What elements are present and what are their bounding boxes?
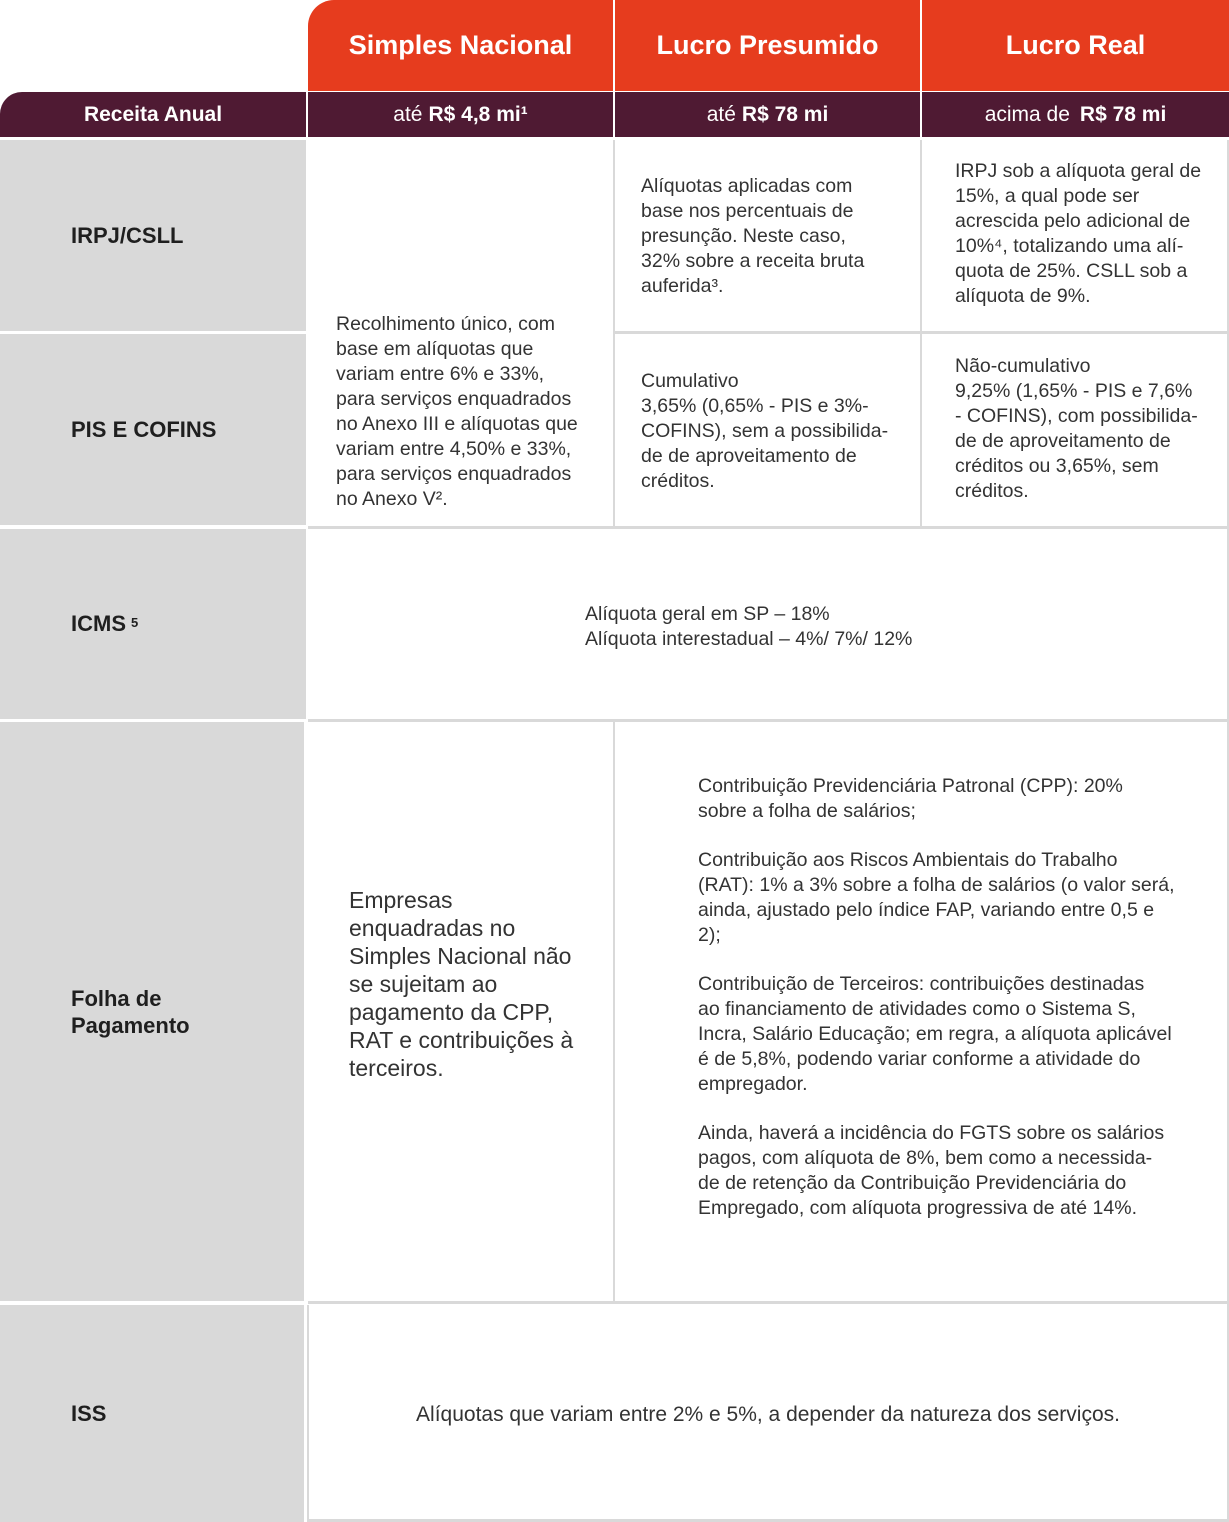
grid-vline <box>613 722 615 1301</box>
row-label-icms <box>0 529 306 719</box>
header-presumido-label: Lucro Presumido <box>656 30 879 60</box>
row-label-folha-text: Folha de Pagamento <box>71 985 190 1038</box>
cell-irpj-presumido-text: Alíquotas aplicadas com base nos percentuais de presunção. Neste caso, 32% sobre a receita bruta auferida³. <box>641 175 865 297</box>
row-label-pis-text: PIS E COFINS <box>71 416 217 442</box>
cell-pis-presumido-text: Cumulativo 3,65% (0,65% - PIS e 3%- COFINS), sem a possibilida- de de aproveitamento de créditos. <box>641 370 889 492</box>
cell-folha-others <box>698 774 1223 1221</box>
revenue-real-value: R$ 78 mi <box>1079 102 1167 126</box>
header-simples-label: Simples Nacional <box>348 30 573 60</box>
folha-paragraph-rat: Contribuição aos Riscos Ambientais do Trabalho (RAT): 1% a 3% sobre a folha de salários (o valor será, ainda, ajustado pelo índice FAP, variando entre 0,5 e 2); <box>698 849 1175 946</box>
row-label-icms-sup: 5 <box>131 614 139 630</box>
cell-pis-presumido <box>641 369 911 494</box>
revenue-presumido <box>615 92 920 137</box>
revenue-presumido-prefix: até <box>706 102 736 126</box>
grid-hline <box>308 719 1229 722</box>
cell-folha-simples <box>349 886 609 1082</box>
grid-hline <box>615 331 1229 334</box>
cell-irpj-presumido <box>641 174 911 299</box>
cell-simples-irpj-pis <box>336 312 606 512</box>
grid-hline <box>308 1301 1229 1304</box>
header-simples-nacional <box>308 0 613 91</box>
grid-hline <box>308 526 1229 529</box>
row-label-irpj-text: IRPJ/CSLL <box>71 222 184 248</box>
revenue-simples-value: R$ 4,8 mi¹ <box>428 102 528 126</box>
row-label-iss <box>0 1305 304 1522</box>
folha-paragraph-cpp: Contribuição Previdenciária Patronal (CPP): 20% sobre a folha de salários; <box>698 775 1123 822</box>
cell-folha-simples-text: Empresas enquadradas no Simples Nacional não se sujeitam ao pagamento da CPP, RAT e contribuições à terceiros. <box>349 887 574 1081</box>
row-label-irpj <box>0 140 306 331</box>
cell-iss-text: Alíquotas que variam entre 2% e 5%, a depender da natureza dos serviços. <box>416 1403 1120 1426</box>
revenue-label <box>0 92 306 137</box>
folha-paragraph-terceiros: Contribuição de Terceiros: contribuições destinadas ao financiamento de atividades como o Sistema S, Incra, Salário Educação; em regra, a alíquota aplicável é de 5,8%, podendo variar conforme a atividade do empregador. <box>698 973 1172 1095</box>
cell-iss <box>309 1402 1227 1427</box>
cell-irpj-real-text: IRPJ sob a alíquota geral de 15%, a qual pode ser acrescida pelo adicional de 10%⁴, totalizando uma alí- quota de 25%. CSLL sob a alíquota de 9%. <box>955 160 1202 307</box>
cell-icms-text: Alíquota geral em SP – 18% Alíquota interestadual – 4%/ 7%/ 12% <box>585 603 913 650</box>
revenue-label-text: Receita Anual <box>83 102 223 126</box>
revenue-presumido-value: R$ 78 mi <box>741 102 829 126</box>
folha-paragraph-fgts: Ainda, haverá a incidência do FGTS sobre os salários pagos, com alíquota de 8%, bem como a necessida- de de retenção da Contribuição Previdenciária do Empregado, com alíquota progressiva de até 14%. <box>698 1122 1165 1219</box>
revenue-simples-prefix: até <box>393 102 423 126</box>
header-lucro-presumido <box>615 0 920 91</box>
cell-irpj-real <box>955 159 1225 309</box>
cell-simples-irpj-pis-text: Recolhimento único, com base em alíquotas que variam entre 6% e 33%, para serviços enquadrados no Anexo III e alíquotas que variam entre 4,50% e 33%, para serviços enquadrados no Anexo V². <box>336 313 578 510</box>
revenue-real-prefix: acima de <box>984 102 1070 126</box>
row-label-icms-text: ICMS <box>71 611 126 636</box>
cell-pis-real <box>955 354 1225 504</box>
revenue-real <box>922 92 1229 137</box>
row-label-pis <box>0 334 306 525</box>
cell-pis-real-text: Não-cumulativo 9,25% (1,65% - PIS e 7,6% - COFINS), com possibilida- de de aproveitamento de créditos ou 3,65%, sem créditos. <box>955 355 1198 502</box>
header-lucro-real <box>922 0 1229 91</box>
revenue-simples <box>308 92 613 137</box>
cell-icms <box>585 602 1005 652</box>
row-label-folha <box>0 722 304 1301</box>
header-real-label: Lucro Real <box>1005 30 1146 60</box>
row-label-iss-text: ISS <box>71 1400 107 1426</box>
